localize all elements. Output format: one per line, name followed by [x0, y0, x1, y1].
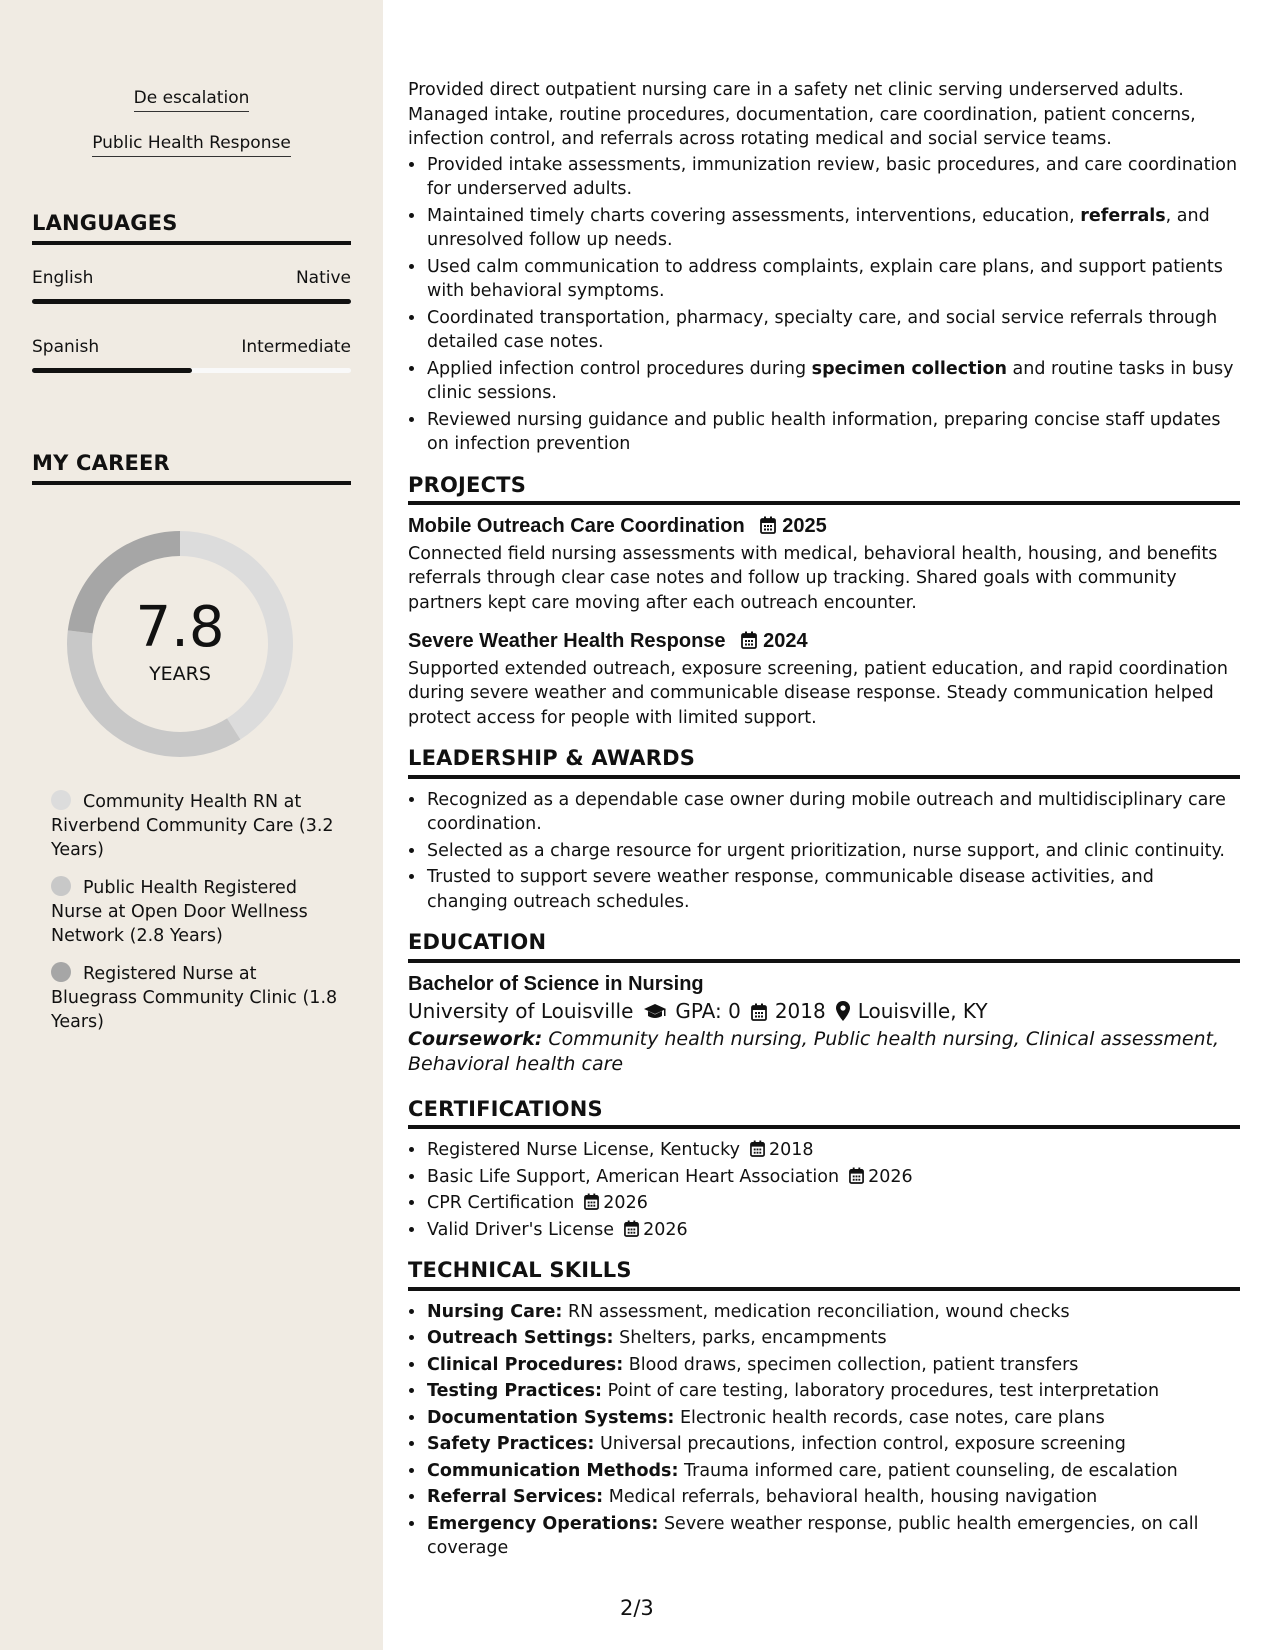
language-bar-fill — [32, 299, 351, 304]
education-heading: EDUCATION — [408, 930, 1240, 963]
career-total: 7.8 — [135, 595, 225, 660]
experience-summary: Provided direct outpatient nursing care in a safety net clinic serving underserved adults. Managed intake, routine procedures, documentation, care coordination, patient concerns, infection control, and referrals across rotating medical and social service teams. — [408, 80, 1196, 149]
gpa: GPA: 0 — [675, 999, 741, 1023]
career-dot — [51, 790, 71, 810]
language-level: Native — [295, 268, 351, 288]
coursework: Coursework: Community health nursing, Public health nursing, Clinical assessment, Behavioral health care — [408, 1027, 1220, 1075]
experience-bullets — [408, 153, 1240, 457]
language-level: Intermediate — [241, 337, 351, 357]
calendar-icon — [741, 631, 757, 649]
list-item: • Communication Methods: Trauma informed care, patient counseling, de escalation — [426, 1459, 1240, 1484]
skill-tag: De escalation — [0, 88, 383, 112]
language-name: Spanish — [32, 337, 100, 357]
map-pin-icon — [836, 1001, 850, 1021]
list-item: • Basic Life Support, American Heart Association 2026 — [426, 1165, 1240, 1190]
calendar-icon — [849, 1167, 864, 1184]
skill-tag: Public Health Response — [0, 133, 383, 157]
leadership-heading: LEADERSHIP & AWARDS — [408, 746, 1240, 779]
project-year: 2024 — [763, 630, 808, 652]
school-name: University of Louisville — [408, 999, 634, 1023]
career-list — [51, 790, 341, 1048]
calendar-icon — [751, 1003, 767, 1021]
education-details — [408, 999, 1240, 1024]
main-content — [408, 78, 1240, 1563]
calendar-icon — [584, 1193, 599, 1210]
list-item: • Coordinated transportation, pharmacy, specialty care, and social service referrals through detailed case notes. — [426, 306, 1240, 355]
career-item: Registered Nurse at Bluegrass Community Clinic (1.8 Years) — [51, 964, 338, 1032]
list-item: • Safety Practices: Universal precautions, infection control, exposure screening — [426, 1432, 1240, 1457]
career-item: Public Health Registered Nurse at Open Door Wellness Network (2.8 Years) — [51, 878, 308, 946]
list-item: • Maintained timely charts covering assessments, interventions, education, referrals, and unresolved follow up needs. — [426, 204, 1240, 253]
list-item: • Clinical Procedures: Blood draws, specimen collection, patient transfers — [426, 1353, 1240, 1378]
list-item: • Valid Driver's License 2026 — [426, 1218, 1240, 1243]
graduation-cap-icon — [643, 1003, 667, 1021]
calendar-icon — [750, 1140, 765, 1157]
list-item: • Registered Nurse License, Kentucky 2018 — [426, 1138, 1240, 1163]
list-item: • Reviewed nursing guidance and public health information, preparing concise staff updates on infection prevention — [426, 408, 1240, 457]
leadership-list — [408, 788, 1240, 915]
language-row — [32, 268, 351, 288]
school-location: Louisville, KY — [857, 999, 988, 1023]
career-dot — [51, 876, 71, 896]
career-unit: YEARS — [149, 663, 211, 685]
projects-heading: PROJECTS — [408, 473, 1240, 506]
list-item: • Documentation Systems: Electronic health records, case notes, care plans — [426, 1406, 1240, 1431]
certifications-list — [408, 1138, 1240, 1242]
list-item: • Nursing Care: RN assessment, medication reconciliation, wound checks — [426, 1300, 1240, 1325]
language-bar-fill — [32, 368, 192, 373]
languages-heading: LANGUAGES — [32, 211, 351, 245]
career-donut — [66, 530, 294, 758]
project-title: Severe Weather Health Response 2024 — [408, 630, 808, 652]
list-item: • Trusted to support severe weather response, communicable disease activities, and changing outreach schedules. — [426, 865, 1240, 914]
list-item: • Testing Practices: Point of care testing, laboratory procedures, test interpretation — [426, 1379, 1240, 1404]
language-bar — [32, 299, 351, 304]
list-item: • Selected as a charge resource for urgent prioritization, nurse support, and clinic continuity. — [426, 839, 1240, 864]
list-item: • Used calm communication to address complaints, explain care plans, and support patients with behavioral symptoms. — [426, 255, 1240, 304]
degree-title: Bachelor of Science in Nursing — [408, 972, 704, 995]
certifications-heading: CERTIFICATIONS — [408, 1097, 1240, 1130]
list-item: • Provided intake assessments, immunization review, basic procedures, and care coordination for underserved adults. — [426, 153, 1240, 202]
list-item: • Recognized as a dependable case owner during mobile outreach and multidisciplinary care coordination. — [426, 788, 1240, 837]
calendar-icon — [624, 1220, 639, 1237]
calendar-icon — [760, 516, 776, 534]
technical-skills-list — [408, 1300, 1240, 1561]
language-name: English — [32, 268, 94, 288]
career-heading: MY CAREER — [32, 451, 351, 485]
list-item: • Applied infection control procedures during specimen collection and routine tasks in busy clinic sessions. — [426, 357, 1240, 406]
project-year: 2025 — [782, 515, 827, 537]
language-row — [32, 337, 351, 357]
career-item: Community Health RN at Riverbend Community Care (3.2 Years) — [51, 792, 334, 860]
language-bar — [32, 368, 351, 373]
list-item: • CPR Certification 2026 — [426, 1191, 1240, 1216]
list-item: • Emergency Operations: Severe weather response, public health emergencies, on call coverage — [426, 1512, 1240, 1561]
project-description: Connected field nursing assessments with medical, behavioral health, housing, and benefits referrals through clear case notes and follow up tracking. Shared goals with community partners kept care moving after each outreach encounter. — [408, 543, 1218, 613]
project-title: Mobile Outreach Care Coordination 2025 — [408, 515, 827, 537]
sidebar — [0, 0, 383, 1650]
graduation-year: 2018 — [774, 999, 826, 1023]
technical-skills-heading: TECHNICAL SKILLS — [408, 1258, 1240, 1291]
project-description: Supported extended outreach, exposure screening, patient education, and rapid coordination during severe weather and communicable disease response. Steady communication helped protect access for people with limited support. — [408, 658, 1228, 728]
list-item: • Outreach Settings: Shelters, parks, encampments — [426, 1326, 1240, 1351]
list-item: • Referral Services: Medical referrals, behavioral health, housing navigation — [426, 1485, 1240, 1510]
career-dot — [51, 962, 71, 982]
